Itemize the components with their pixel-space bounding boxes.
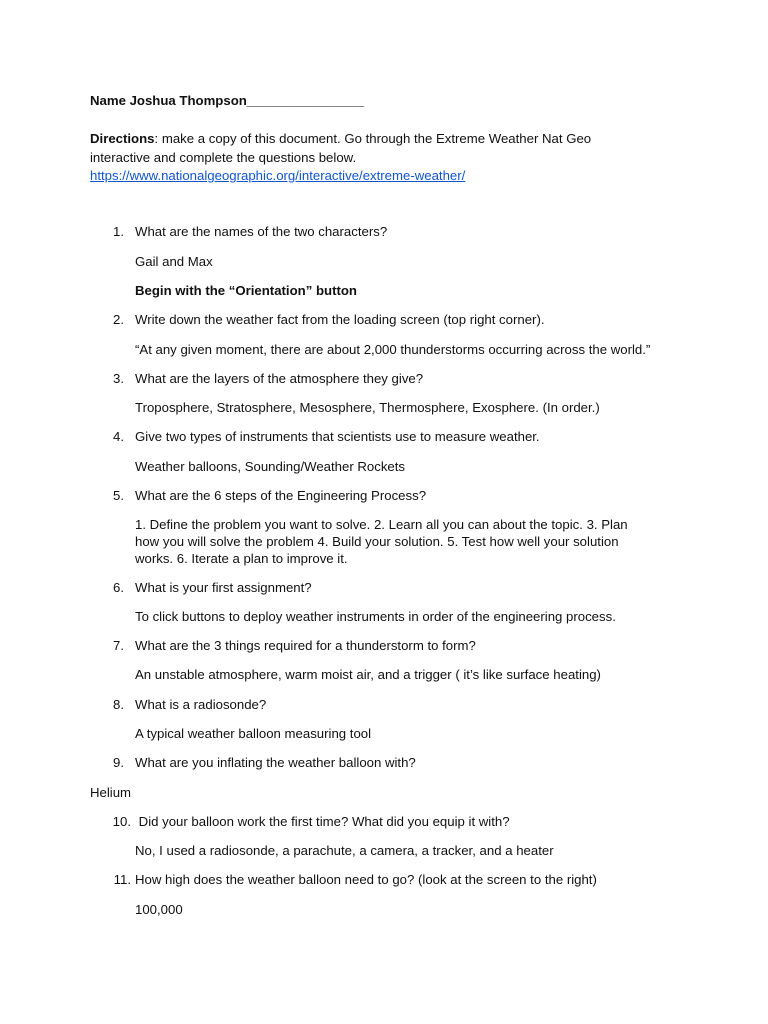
answer-text: A typical weather balloon measuring tool: [135, 726, 372, 741]
question-text: What are the names of the two characters?: [135, 224, 388, 239]
answer-text-line: 1. Define the problem you want to solve. 2. Learn all you can about the topic. 3. Plan: [135, 517, 628, 532]
student-name-line: Name Joshua Thompson________________: [90, 93, 365, 108]
question-number: 8.: [113, 697, 124, 712]
answer-text: Helium: [90, 785, 132, 800]
question-number: 4.: [113, 429, 124, 444]
question-number: 6.: [113, 580, 124, 595]
question-text: What is a radiosonde?: [135, 697, 267, 712]
question-text: What are you inflating the weather balloon with?: [135, 755, 416, 770]
question-text: What are the 3 things required for a thunderstorm to form?: [135, 638, 476, 653]
interactive-link[interactable]: https://www.nationalgeographic.org/interactive/extreme-weather/: [90, 168, 466, 183]
answer-text: An unstable atmosphere, warm moist air, and a trigger ( it’s like surface heating): [135, 667, 601, 682]
answer-text: Gail and Max: [135, 254, 213, 269]
question-text: What are the layers of the atmosphere they give?: [135, 371, 424, 386]
question-text: Did your balloon work the first time? What did you equip it with?: [135, 814, 510, 829]
answer-text: “At any given moment, there are about 2,000 thunderstorms occurring across the world.”: [135, 342, 651, 357]
question-number: 1.: [113, 224, 124, 239]
answer-text-line: works. 6. Iterate a plan to improve it.: [135, 551, 348, 566]
question-text: Give two types of instruments that scientists use to measure weather.: [135, 429, 540, 444]
answer-text: Weather balloons, Sounding/Weather Rockets: [135, 459, 406, 474]
answer-text: Troposphere, Stratosphere, Mesosphere, Thermosphere, Exosphere. (In order.): [135, 400, 600, 415]
question-text: Write down the weather fact from the loading screen (top right corner).: [135, 312, 545, 327]
question-number: 2.: [113, 312, 124, 327]
answer-text: 100,000: [135, 902, 183, 917]
answer-text: No, I used a radiosonde, a parachute, a camera, a tracker, and a heater: [135, 843, 554, 858]
directions-text: : make a copy of this document. Go through the Extreme Weather Nat Geo: [154, 131, 592, 146]
question-number: 11.: [113, 872, 131, 887]
question-number: 5.: [113, 488, 124, 503]
section-heading: Begin with the “Orientation” button: [135, 283, 357, 298]
directions-line-1: [90, 130, 591, 147]
question-number: 7.: [113, 638, 124, 653]
directions-line-2: interactive and complete the questions below.: [90, 150, 357, 165]
question-number: 3.: [113, 371, 124, 386]
answer-text: To click buttons to deploy weather instruments in order of the engineering process.: [135, 609, 616, 624]
question-number: 10.: [112, 814, 131, 829]
question-text: What are the 6 steps of the Engineering Process?: [135, 488, 427, 503]
question-text: How high does the weather balloon need to go? (look at the screen to the right): [135, 872, 597, 887]
answer-text-line: how you will solve the problem 4. Build your solution. 5. Test how well your solution: [135, 534, 619, 549]
question-number: 9.: [113, 755, 124, 770]
question-text: What is your first assignment?: [135, 580, 312, 595]
directions-label: Directions: [90, 131, 155, 146]
